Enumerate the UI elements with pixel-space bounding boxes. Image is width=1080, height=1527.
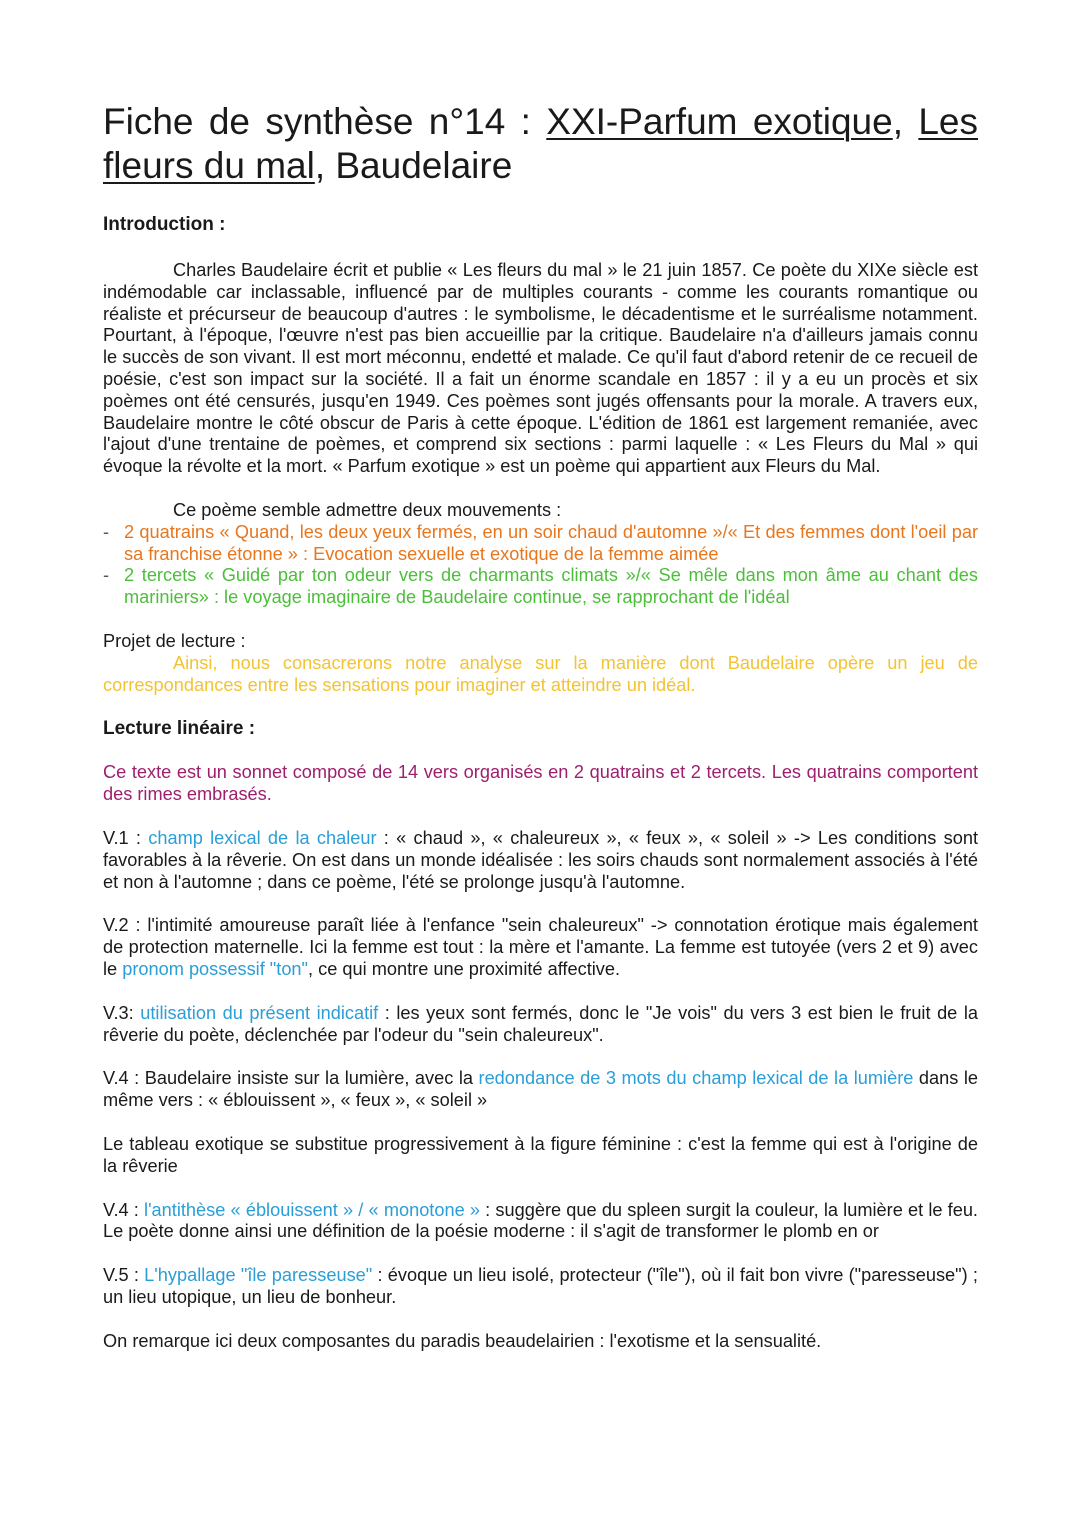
- v3-paragraph: [103, 1003, 978, 1047]
- v4-antithese-paragraph: [103, 1200, 978, 1244]
- v1-paragraph: [103, 828, 978, 893]
- intro-heading: Introduction :: [103, 214, 226, 235]
- v4-text-after: dans le même vers : « éblouissent », « feux », « soleil »: [103, 1068, 979, 1111]
- v1-text: : « chaud », « chaleureux », « feux », « soleil » -> Les conditions sont favorables à la rêverie. On est dans un monde idéalisée : les soirs chauds sont normalement associés à l'été et non à l'automne ; dans ce poème, l'été se prolonge jusqu'à l'automne.: [103, 827, 978, 892]
- document-page: [103, 100, 978, 1352]
- v3-text: : les yeux sont fermés, donc le "Je vois" du vers 3 est bien le fruit de la rêverie du poète, déclenchée par l'odeur du "sein chaleureux".: [103, 1002, 978, 1045]
- bullet-dash-icon: -: [103, 521, 110, 542]
- title-collection: Les fleurs du mal: [103, 101, 978, 186]
- movements-list: [103, 522, 978, 609]
- projet-text: Ainsi, nous consacrerons notre analyse sur la manière dont Baudelaire opère un jeu de correspondances entre les sensations pour imaginer et atteindre un idéal.: [103, 652, 978, 695]
- title-prefix: Fiche de synthèse n°14 :: [103, 101, 547, 142]
- v1-label: V.1 :: [103, 827, 149, 848]
- title-separator: ,: [892, 101, 919, 142]
- movement-item-quatrains: [103, 522, 978, 566]
- title-poem: XXI-Parfum exotique: [546, 101, 893, 142]
- v5-text: : évoque un lieu isolé, protecteur ("île"), où il fait bon vivre ("paresseuse") ; un lieu utopique, un lieu de bonheur.: [103, 1265, 978, 1307]
- v4b-label: V.4 :: [103, 1199, 145, 1220]
- v2-text-after: , ce qui montre une proximité affective.: [308, 958, 621, 979]
- projet-label: Projet de lecture :: [103, 630, 246, 651]
- v3-label: V.3:: [103, 1002, 141, 1023]
- conclusion-paragraph: On remarque ici deux composantes du paradis beaudelairien : l'exotisme et la sensualité.: [103, 1330, 822, 1351]
- movement-text: 2 quatrains « Quand, les deux yeux fermés, en un soir chaud d'automne »/« Et des femmes dont l'oeil par sa franchise étonne » : Evocation sexuelle et exotique de la femme aimée: [124, 521, 978, 564]
- v2-highlight: pronom possessif "ton": [122, 958, 309, 979]
- page-title: [103, 100, 978, 188]
- lecture-heading: Lecture linéaire :: [103, 718, 256, 740]
- v4b-text: : suggère que du spleen surgit la couleur, la lumière et le feu. Le poète donne ainsi une définition de la poésie moderne : il s'agit de transformer le plomb en or: [103, 1199, 978, 1242]
- v1-highlight: champ lexical de la chaleur: [148, 827, 377, 848]
- tableau-paragraph: Le tableau exotique se substitue progressivement à la figure féminine : c'est la femme qui est à l'origine de la rêverie: [103, 1133, 978, 1176]
- movement-text: 2 tercets « Guidé par ton odeur vers de charmants climats »/« Se mêle dans mon âme au chant des mariniers» : le voyage imaginaire de Baudelaire continue, se rapprochant de l'idéal: [124, 565, 978, 608]
- movement-item-tercets: [103, 565, 978, 609]
- v4b-highlight: l'antithèse « éblouissent » / « monotone »: [144, 1199, 480, 1220]
- v2-paragraph: [103, 915, 978, 980]
- movements-intro: Ce poème semble admettre deux mouvements :: [173, 499, 562, 520]
- v4-lumiere-paragraph: [103, 1068, 978, 1112]
- v5-paragraph: [103, 1265, 978, 1309]
- v4-highlight: redondance de 3 mots du champ lexical de la lumière: [478, 1068, 914, 1089]
- bullet-dash-icon: -: [103, 565, 110, 586]
- v3-highlight: utilisation du présent indicatif: [140, 1002, 379, 1023]
- v5-highlight: L'hypallage "île paresseuse": [144, 1265, 373, 1286]
- v4-text-before: V.4 : Baudelaire insiste sur la lumière, avec la: [103, 1068, 479, 1089]
- v5-label: V.5 :: [103, 1265, 145, 1286]
- intro-paragraph: Charles Baudelaire écrit et publie « Les fleurs du mal » le 21 juin 1857. Ce poète du XIXe siècle est indémodable car inclassable, influencé par de multiples courants - comme les courants romantique ou réaliste et précurseur de beaucoup d'autres : le symbolisme, le décadentisme et le surréalisme notamment. Pourtant, à l'époque, l'œuvre n'est pas bien accueillie par la critique. Baudelaire n'a d'ailleurs jamais connu le succès de son vivant. Il est mort méconnu, endetté et malade. Ce qu'il faut d'abord retenir de ce recueil de poésie, c'est son impact sur la société. Il a fait un énorme scandale en 1857 : il y a eu un procès et six poèmes ont été censurés, jusqu'en 1949. Ces poèmes sont jugés offensants pour la morale. A travers eux, Baudelaire montre le côté obscur de Paris à cette époque. L'édition de 1861 est largement remaniée, avec l'ajout d'une trentaine de poèmes, et comprend six sections : parmi laquelle : « Les Fleurs du Mal » qui évoque la révolte et la mort. « Parfum exotique » est un poème qui appartient aux Fleurs du Mal.: [103, 260, 978, 477]
- sonnet-paragraph: Ce texte est un sonnet composé de 14 vers organisés en 2 quatrains et 2 tercets. Les quatrains comportent des rimes embrasés.: [103, 762, 978, 805]
- title-suffix: , Baudelaire: [314, 145, 513, 186]
- v2-text-before: V.2 : l'intimité amoureuse paraît liée à l'enfance "sein chaleureux" -> connotation érotique mais également de protection maternelle. Ici la femme est tout : la mère et l'amante. La femme est tutoyée (vers 2 et 9) avec le: [103, 915, 978, 979]
